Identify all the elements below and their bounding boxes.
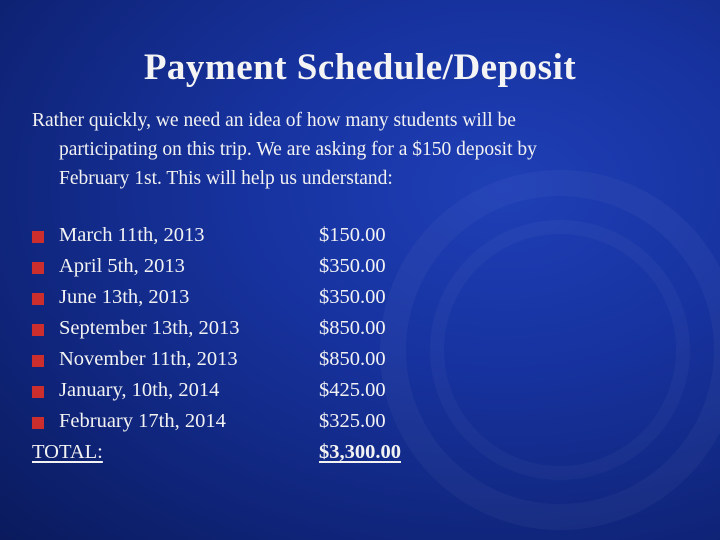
payment-date: September 13th, 2013 <box>59 317 240 339</box>
square-bullet-icon <box>32 355 44 367</box>
payment-date: January, 10th, 2014 <box>59 379 220 401</box>
payment-row <box>32 220 532 251</box>
payment-row <box>32 406 532 437</box>
payment-amount: $850.00 <box>319 348 386 370</box>
payment-date: November 11th, 2013 <box>59 348 238 370</box>
intro-line: Rather quickly, we need an idea of how many students will be <box>32 110 516 131</box>
payment-date: April 5th, 2013 <box>59 255 185 277</box>
payment-amount: $350.00 <box>319 286 386 308</box>
payment-date: June 13th, 2013 <box>59 286 190 308</box>
square-bullet-icon <box>32 386 44 398</box>
payment-row <box>32 375 532 406</box>
total-label: TOTAL: <box>32 441 103 463</box>
payment-amount: $325.00 <box>319 410 386 432</box>
payment-amount: $350.00 <box>319 255 386 277</box>
payment-row <box>32 344 532 375</box>
payment-date: February 17th, 2014 <box>59 410 226 432</box>
payment-amount: $425.00 <box>319 379 386 401</box>
payment-row <box>32 251 532 282</box>
payment-date: March 11th, 2013 <box>59 224 205 246</box>
payment-amount: $850.00 <box>319 317 386 339</box>
payment-amount: $150.00 <box>319 224 386 246</box>
square-bullet-icon <box>32 324 44 336</box>
intro-paragraph <box>32 106 692 193</box>
slide-title: Payment Schedule/Deposit <box>143 47 577 88</box>
square-bullet-icon <box>32 262 44 274</box>
square-bullet-icon <box>32 231 44 243</box>
intro-line: participating on this trip. We are asking for a $150 deposit by <box>59 139 537 160</box>
payment-row <box>32 282 532 313</box>
payment-row <box>32 313 532 344</box>
total-row <box>32 437 532 468</box>
square-bullet-icon <box>32 293 44 305</box>
total-amount: $3,300.00 <box>319 441 401 463</box>
square-bullet-icon <box>32 417 44 429</box>
intro-line: February 1st. This will help us understand: <box>59 168 393 189</box>
payment-schedule <box>32 220 532 468</box>
